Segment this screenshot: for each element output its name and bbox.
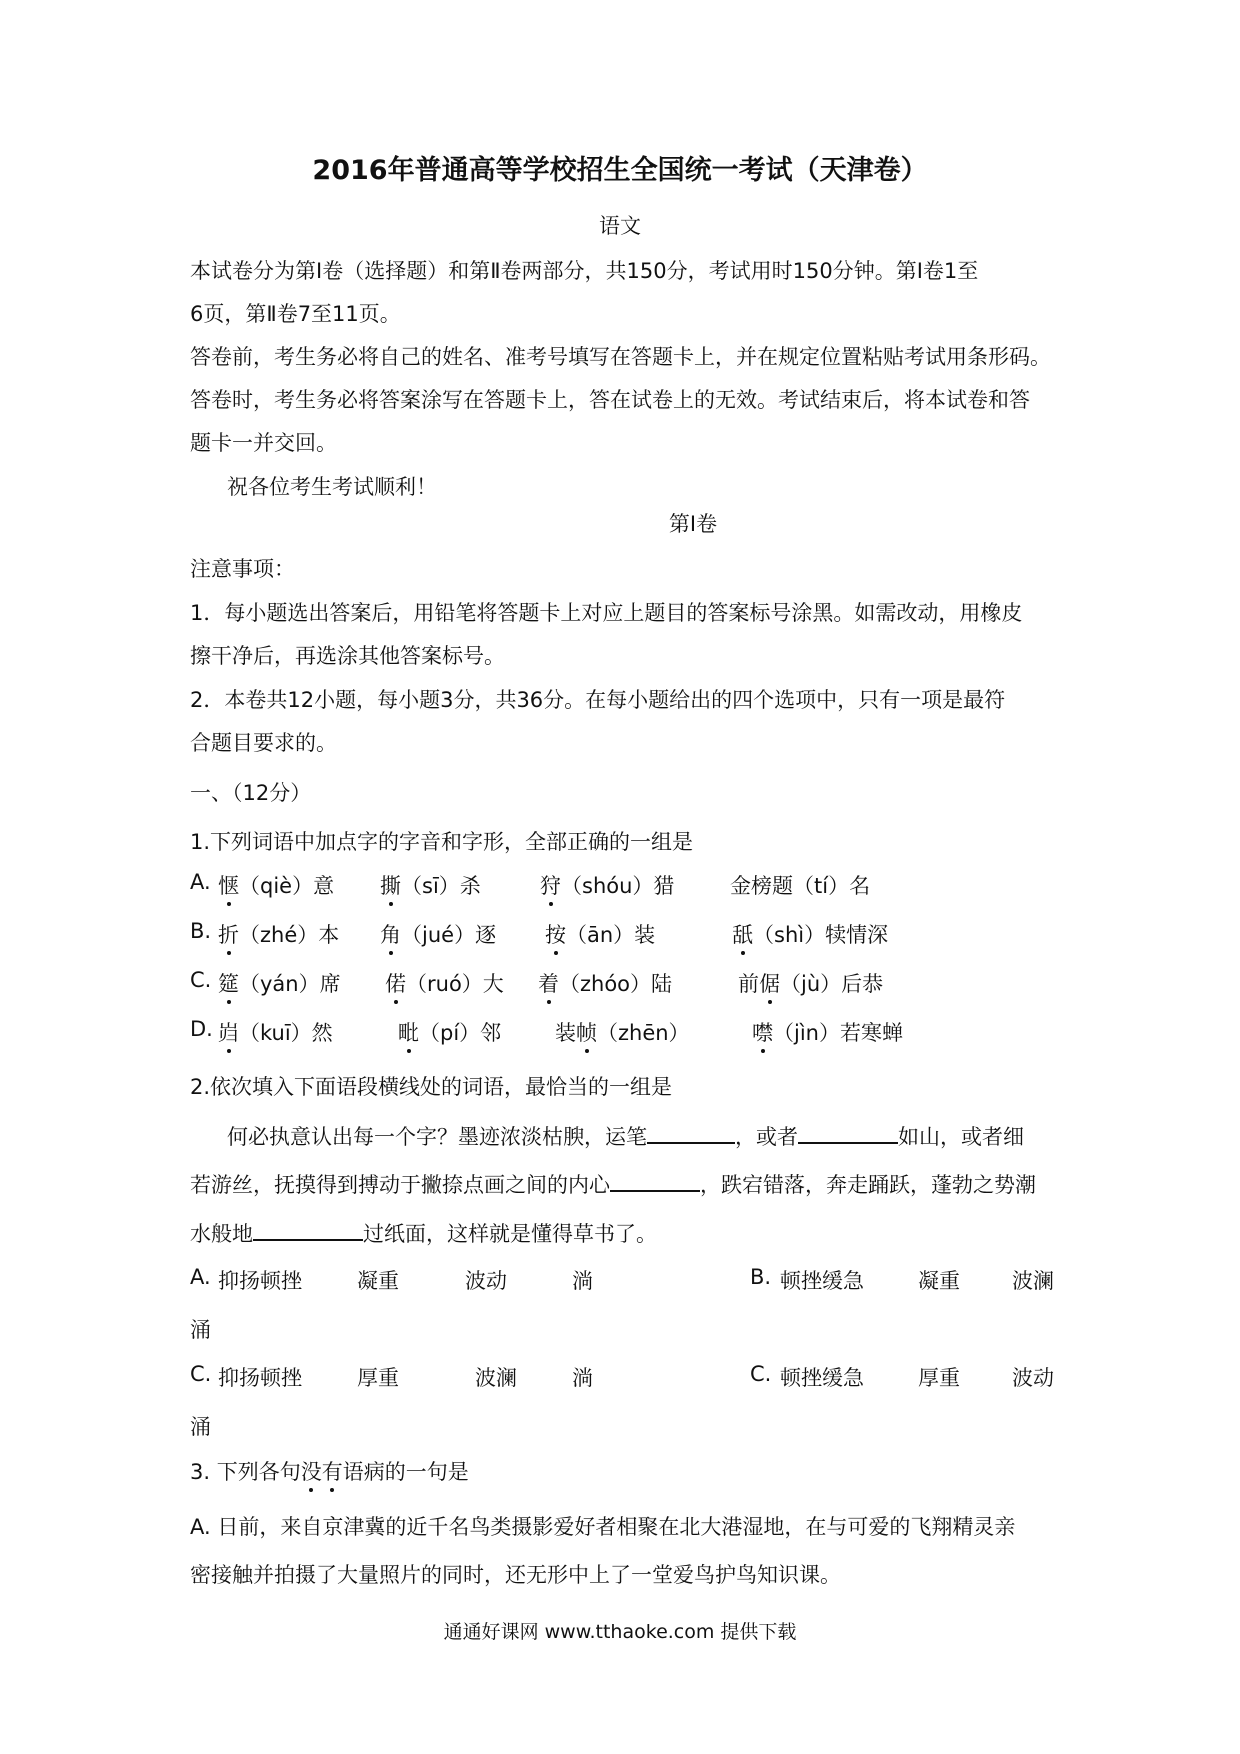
option-item: 惬（qiè）意 (218, 870, 334, 900)
option-word: 顿挫缓急 (780, 1269, 864, 1293)
option-item: 装帧（zhēn） (555, 1017, 690, 1047)
fill-blank[interactable] (647, 1120, 735, 1144)
option-label: A. (190, 1265, 211, 1289)
option-word: 凝重 (918, 1269, 960, 1293)
intro-line: 6页，第Ⅱ卷7至11页。 (190, 302, 401, 326)
dotted-char: 角 (380, 919, 401, 949)
option-wrap: 涌 (190, 1415, 211, 1439)
option-item: 角（jué）逐 (380, 919, 496, 949)
option-item: 按（ān）装 (545, 919, 655, 949)
notes-line: 2．本卷共12小题，每小题3分，共36分。在每小题给出的四个选项中，只有一项是最符 (190, 688, 1006, 712)
dotted-char: 偌 (385, 968, 406, 998)
option-item: 狩（shóu）猎 (540, 870, 674, 900)
question-3-option-a: A. 日前，来自京津冀的近千名鸟类摄影爱好者相聚在北大港湿地，在与可爱的飞翔精灵亲 (190, 1515, 1016, 1539)
question-3-option-a: 密接触并拍摄了大量照片的同时，还无形中上了一堂爱鸟护鸟知识课。 (190, 1563, 841, 1587)
option-word: 凝重 (357, 1269, 399, 1293)
option-label: B. (190, 919, 212, 943)
option-label: A. (190, 870, 211, 894)
notes-line: 1．每小题选出答案后，用铅笔将答题卡上对应上题目的答案标号涂黑。如需改动，用橡皮 (190, 601, 1023, 625)
intro-line: 本试卷分为第Ⅰ卷（选择题）和第Ⅱ卷两部分，共150分，考试用时150分钟。第Ⅰ卷1至 (190, 259, 979, 283)
question-2-passage-line: 若游丝，抚摸得到搏动于撇捺点画之间的内心 ，跌宕错落，奔走踊跃，蓬勃之势潮 (190, 1168, 1036, 1199)
intro-line: 答卷时，考生务必将答案涂写在答题卡上，答在试卷上的无效。考试结束后，将本试卷和答 (190, 388, 1030, 412)
option-label: C. (190, 1362, 212, 1386)
option-word: 厚重 (918, 1366, 960, 1390)
option-item: 折（zhé）本 (218, 919, 339, 949)
dotted-char: 没 (301, 1456, 322, 1486)
option-word: 波澜 (1012, 1269, 1054, 1293)
option-word: 厚重 (357, 1366, 399, 1390)
option-item: 偌（ruó）大 (385, 968, 504, 998)
option-item: 着（zhóo）陆 (538, 968, 672, 998)
dotted-char: 筵 (218, 968, 239, 998)
option-label: C. (750, 1362, 772, 1386)
option-word: 抑扬顿挫 (218, 1269, 302, 1293)
dotted-char: 着 (538, 968, 559, 998)
dotted-char: 折 (218, 919, 239, 949)
notes-line: 擦干净后，再选涂其他答案标号。 (190, 644, 505, 668)
option-word: 顿挫缓急 (780, 1366, 864, 1390)
dotted-char: 狩 (540, 870, 561, 900)
dotted-char: 有 (322, 1456, 343, 1486)
dotted-char: 噤 (752, 1017, 773, 1047)
option-label: D. (190, 1017, 213, 1041)
option-item: 前倨（jù）后恭 (738, 968, 883, 998)
dotted-char: 毗 (398, 1017, 419, 1047)
question-2-stem: 2.依次填入下面语段横线处的词语，最恰当的一组是 (190, 1075, 673, 1099)
part-heading: 第Ⅰ卷 (668, 512, 718, 536)
dotted-char: 舐 (732, 919, 753, 949)
option-word: 波澜 (475, 1366, 517, 1390)
dotted-char: 岿 (218, 1017, 239, 1047)
option-label: B. (750, 1265, 772, 1289)
question-3-stem: 3. 下列各句没有语病的一句是 (190, 1456, 469, 1486)
option-word: 淌 (572, 1366, 593, 1390)
footer-source: 通通好课网 www.tthaoke.com 提供下载 (443, 1621, 797, 1643)
question-2-passage-line: 水般地 过纸面，这样就是懂得草书了。 (190, 1217, 657, 1248)
option-item: 岿（kuī）然 (218, 1017, 333, 1047)
section-heading: 一、（12分） (190, 781, 312, 805)
notes-title: 注意事项： (190, 557, 295, 581)
option-word: 抑扬顿挫 (218, 1366, 302, 1390)
option-wrap: 涌 (190, 1318, 211, 1342)
option-item: 金榜题（tí）名 (730, 874, 871, 898)
fill-blank[interactable] (253, 1217, 363, 1241)
exam-title: 2016年普通高等学校招生全国统一考试（天津卷） (312, 155, 928, 186)
question-1-stem: 1.下列词语中加点字的字音和字形，全部正确的一组是 (190, 830, 694, 854)
dotted-char: 帧 (576, 1017, 597, 1047)
dotted-char: 倨 (759, 968, 780, 998)
dotted-char: 撕 (380, 870, 401, 900)
dotted-char: 按 (545, 919, 566, 949)
option-word: 波动 (1012, 1366, 1054, 1390)
option-item: 撕（sī）杀 (380, 870, 481, 900)
question-2-passage-line: 何必执意认出每一个字？墨迹浓淡枯腴，运笔 ，或者 如山，或者细 (227, 1120, 1024, 1151)
option-word: 淌 (572, 1269, 593, 1293)
fill-blank[interactable] (610, 1168, 700, 1192)
fill-blank[interactable] (798, 1120, 898, 1144)
dotted-char: 惬 (218, 870, 239, 900)
option-item: 毗（pí）邻 (398, 1017, 501, 1047)
intro-line: 题卡一并交回。 (190, 431, 337, 455)
option-item: 筵（yán）席 (218, 968, 341, 998)
option-label: C. (190, 968, 212, 992)
exam-subject: 语文 (599, 214, 641, 238)
option-word: 波动 (465, 1269, 507, 1293)
option-item: 噤（jìn）若寒蝉 (752, 1017, 903, 1047)
option-item: 舐（shì）犊情深 (732, 919, 888, 949)
notes-line: 合题目要求的。 (190, 731, 337, 755)
intro-line: 答卷前，考生务必将自己的姓名、准考号填写在答题卡上，并在规定位置粘贴考试用条形码。 (190, 345, 1051, 369)
good-luck-text: 祝各位考生考试顺利！ (227, 475, 437, 499)
